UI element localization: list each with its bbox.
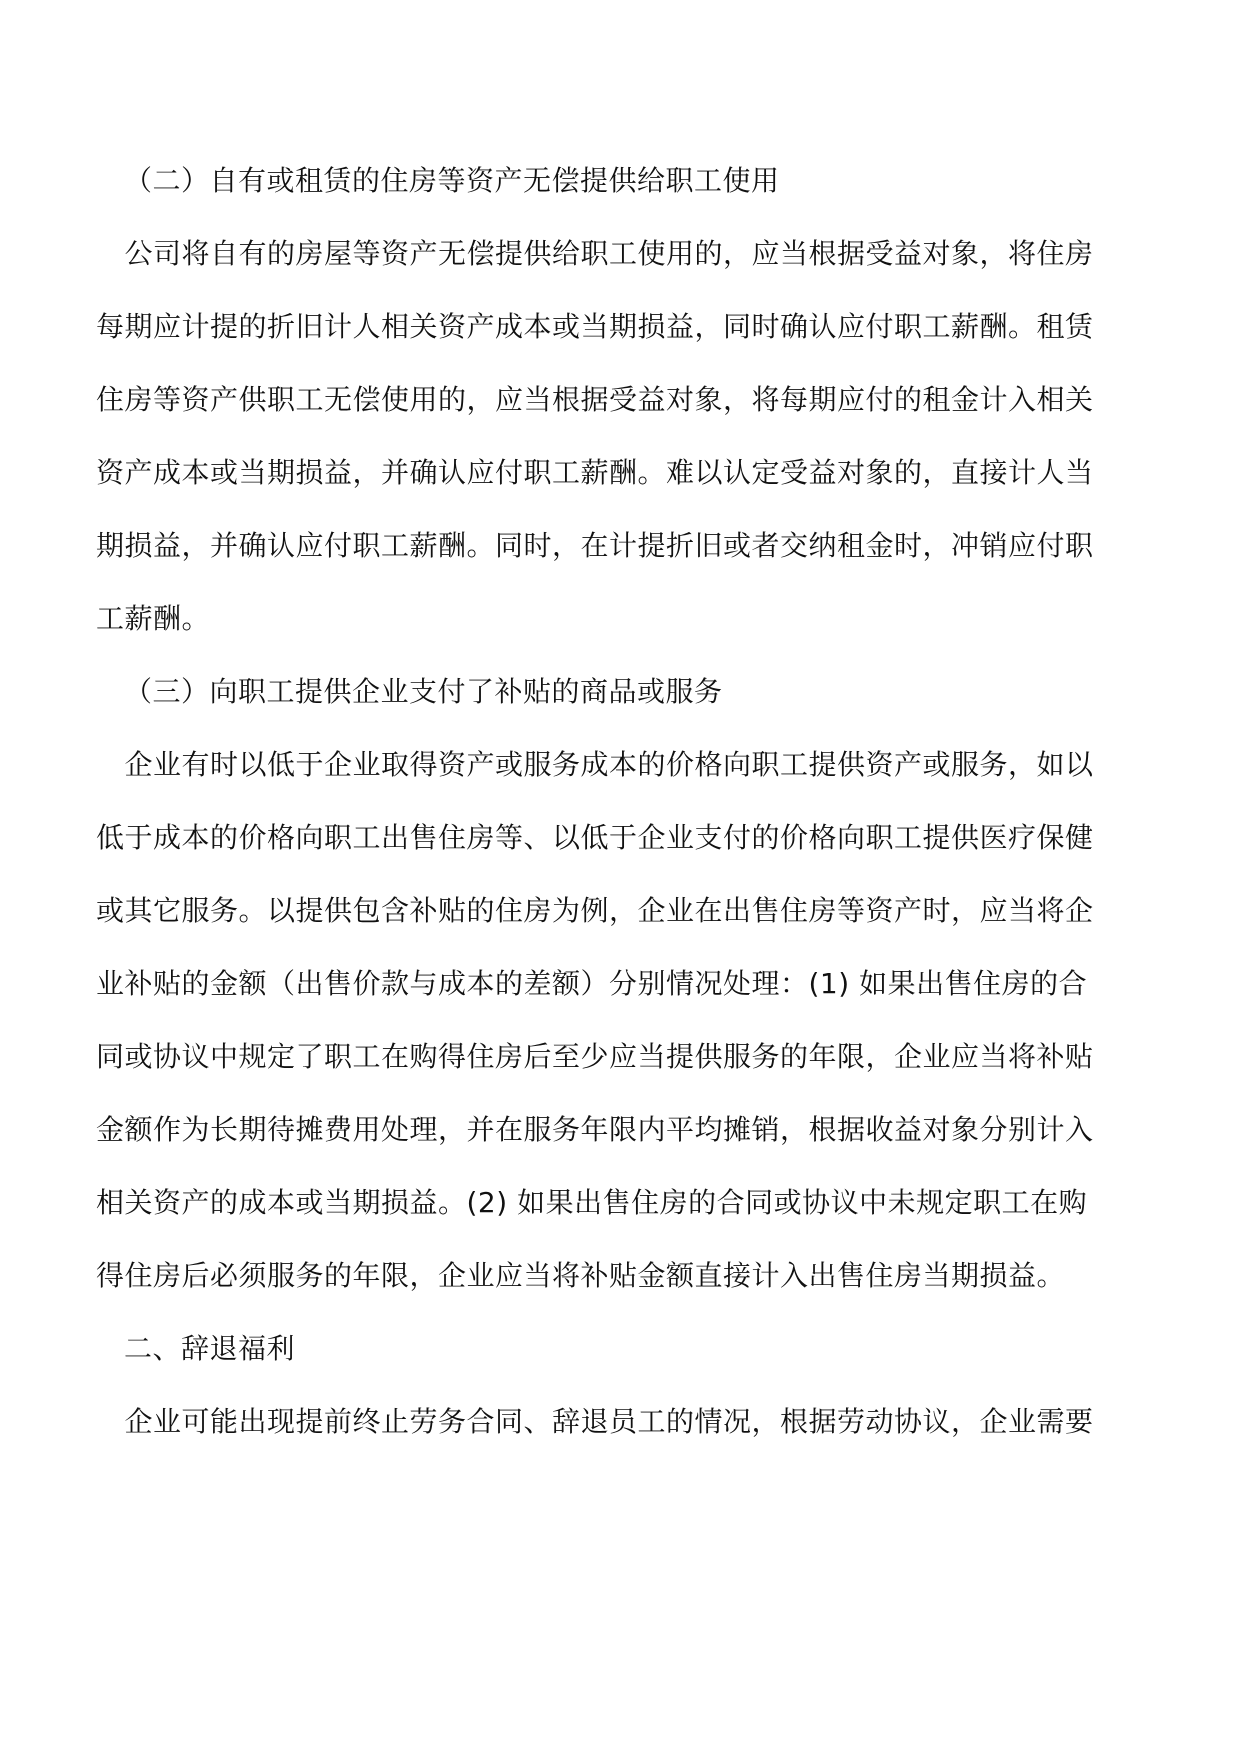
part-heading-2: 二、辞退福利 [124, 1332, 296, 1365]
paragraph-line: 工薪酬。 [96, 602, 211, 635]
paragraph-line: 同或协议中规定了职工在购得住房后至少应当提供服务的年限，企业应当将补贴 [96, 1040, 1094, 1073]
paragraph-line: 公司将自有的房屋等资产无偿提供给职工使用的，应当根据受益对象，将住房 [96, 237, 1094, 270]
paragraph-line: 资产成本或当期损益，并确认应付职工薪酬。难以认定受益对象的，直接计人当 [96, 456, 1094, 489]
document-body [96, 144, 1094, 1458]
paragraph-line: 住房等资产供职工无偿使用的，应当根据受益对象，将每期应付的租金计入相关 [96, 383, 1094, 416]
paragraph-line: 期损益，并确认应付职工薪酬。同时，在计提折旧或者交纳租金时，冲销应付职 [96, 529, 1094, 562]
paragraph-line: 相关资产的成本或当期损益。(2) 如果出售住房的合同或协议中未规定职工在购 [96, 1186, 1088, 1219]
section-heading-3: （三）向职工提供企业支付了补贴的商品或服务 [124, 675, 723, 708]
paragraph-line: 或其它服务。以提供包含补贴的住房为例，企业在出售住房等资产时，应当将企 [96, 894, 1094, 927]
section-heading-2: （二）自有或租赁的住房等资产无偿提供给职工使用 [124, 164, 780, 197]
paragraph-line: 每期应计提的折旧计人相关资产成本或当期损益，同时确认应付职工薪酬。租赁 [96, 310, 1094, 343]
paragraph-line: 得住房后必须服务的年限，企业应当将补贴金额直接计入出售住房当期损益。 [96, 1259, 1066, 1292]
paragraph-line: 金额作为长期待摊费用处理，并在服务年限内平均摊销，根据收益对象分别计入 [96, 1113, 1094, 1146]
paragraph-line: 企业有时以低于企业取得资产或服务成本的价格向职工提供资产或服务，如以 [96, 748, 1094, 781]
paragraph-line: 业补贴的金额（出售价款与成本的差额）分别情况处理：(1) 如果出售住房的合 [96, 967, 1088, 1000]
paragraph-line: 企业可能出现提前终止劳务合同、辞退员工的情况，根据劳动协议，企业需要 [96, 1405, 1094, 1438]
paragraph-line: 低于成本的价格向职工出售住房等、以低于企业支付的价格向职工提供医疗保健 [96, 821, 1094, 854]
